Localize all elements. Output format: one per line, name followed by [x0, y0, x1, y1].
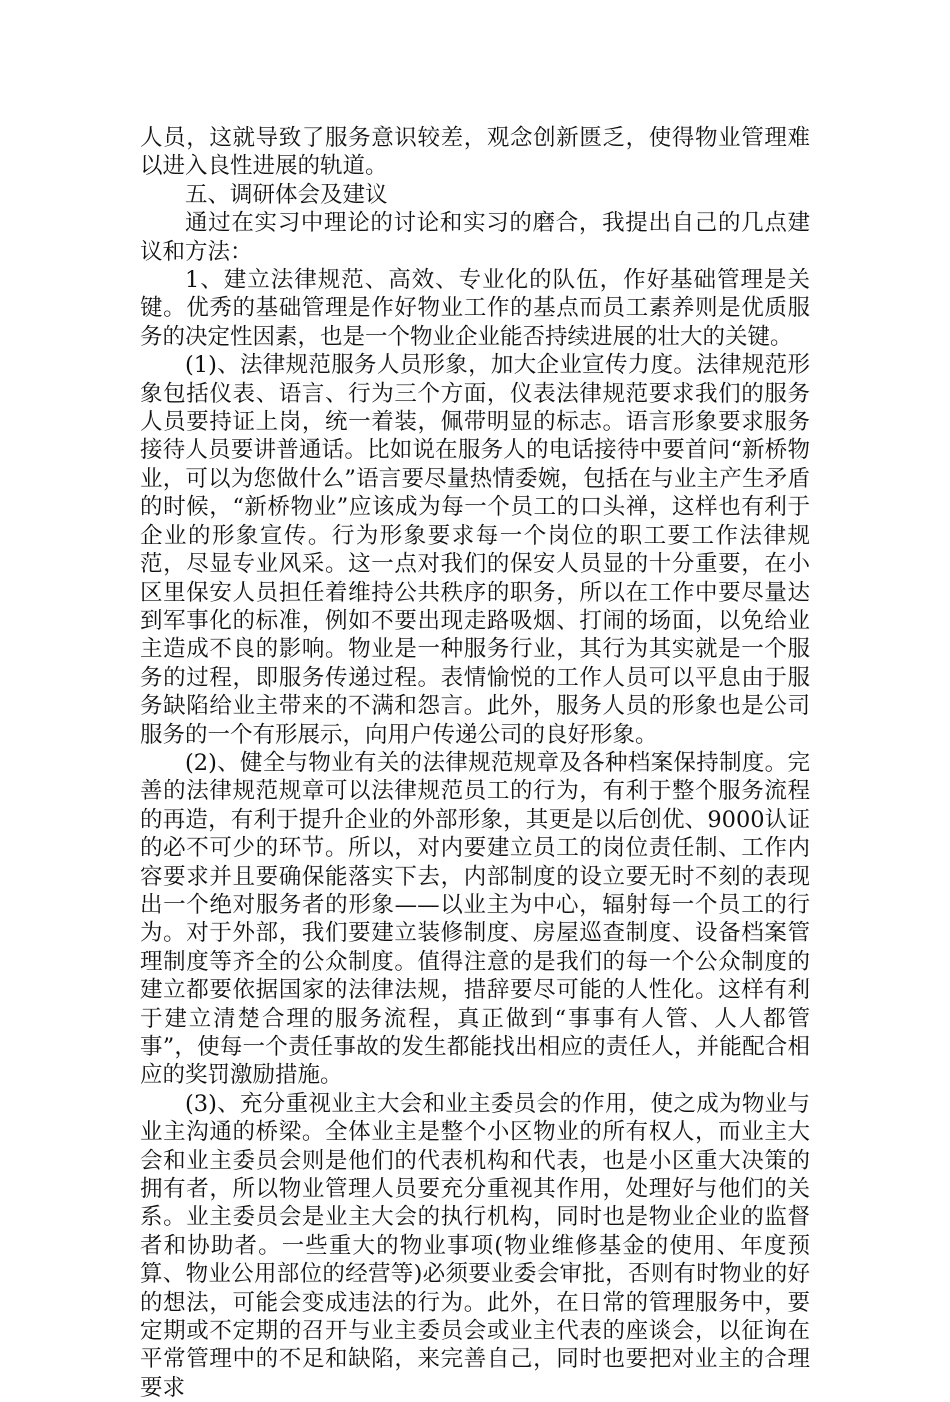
- paragraph-continuation: 人员，这就导致了服务意识较差，观念创新匮乏，使得物业管理难以进入良性进展的轨道。: [140, 125, 810, 180]
- document-page: [140, 124, 810, 1402]
- paragraph-subpoint-3: (3)、充分重视业主大会和业主委员会的作用，使之成为物业与业主沟通的桥梁。全体业主是整个小区物业的所有权人，而业主大会和业主委员会则是他们的代表机构和代表，也是小区重大决策的拥有者，所以物业管理人员要充分重视其作用，处理好与他们的关系。业主委员会是业主大会的执行机构，同时也是物业企业的监督者和协助者。一些重大的物业事项(物业维修基金的使用、年度预算、物业公用部位的经营等)必须要业委会审批，否则有时物业的好的想法，可能会变成违法的行为。此外，在日常的管理服务中，要定期或不定期的召开与业主委员会或业主代表的座谈会，以征询在平常管理中的不足和缺陷，来完善自己，同时也要把对业主的合理要求: [140, 1090, 810, 1401]
- paragraph-subpoint-1: (1)、法律规范服务人员形象，加大企业宣传力度。法律规范形象包括仪表、语言、行为三个方面，仪表法律规范要求我们的服务人员要持证上岗，统一着装，佩带明显的标志。语言形象要求服务接待人员要讲普通话。比如说在服务人的电话接待中要首问“新桥物业，可以为您做什么”语言要尽量热情委婉，包括在与业主产生矛盾的时候，“新桥物业”应该成为每一个员工的口头禅，这样也有利于企业的形象宣传。行为形象要求每一个岗位的职工要工作法律规范，尽显专业风采。这一点对我们的保安人员显的十分重要，在小区里保安人员担任着维持公共秩序的职务，所以在工作中要尽量达到军事化的标准，例如不要出现走路吸烟、打闹的场面，以免给业主造成不良的影响。物业是一种服务行业，其行为其实就是一个服务的过程，即服务传递过程。表情愉悦的工作人员可以平息由于服务缺陷给业主带来的不满和怨言。此外，服务人员的形象也是公司服务的一个有形展示，向用户传递公司的良好形象。: [140, 352, 810, 748]
- paragraph-point-1: 1、建立法律规范、高效、专业化的队伍，作好基础管理是关键。优秀的基础管理是作好物业工作的基点而员工素养则是优质服务的决定性因素，也是一个物业企业能否持续进展的壮大的关键。: [140, 267, 810, 350]
- paragraph-intro: 通过在实习中理论的讨论和实习的磨合，我提出自己的几点建议和方法：: [140, 210, 810, 265]
- section-heading: 五、调研体会及建议: [185, 181, 388, 208]
- paragraph-subpoint-2: (2)、健全与物业有关的法律规范规章及各种档案保持制度。完善的法律规范规章可以法律规范员工的行为，有利于整个服务流程的再造，有利于提升企业的外部形象，其更是以后创优、9000认证的必不可少的环节。所以，对内要建立员工的岗位责任制、工作内容要求并且要确保能落实下去，内部制度的设立要无时不刻的表现出一个绝对服务者的形象——以业主为中心，辐射每一个员工的行为。对于外部，我们要建立装修制度、房屋巡查制度、设备档案管理制度等齐全的公众制度。值得注意的是我们的每一个公众制度的建立都要依据国家的法律法规，措辞要尽可能的人性化。这样有利于建立清楚合理的服务流程，真正做到“事事有人管、人人都管事”，使每一个责任事故的发生都能找出相应的责任人，并能配合相应的奖罚激励措施。: [140, 749, 810, 1089]
